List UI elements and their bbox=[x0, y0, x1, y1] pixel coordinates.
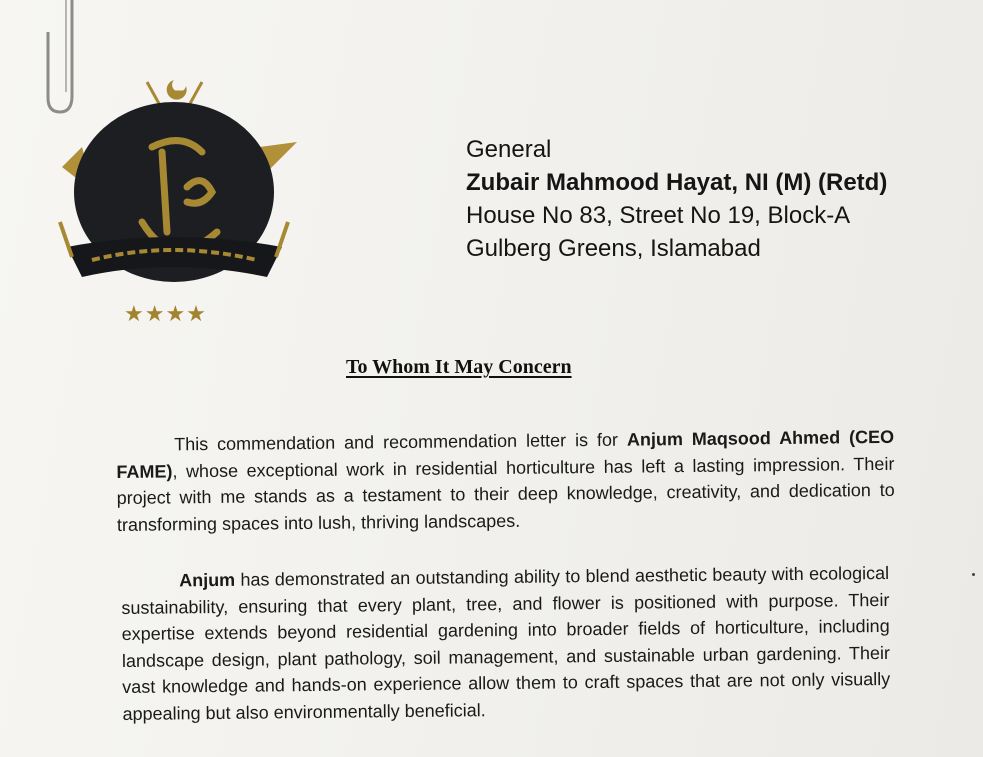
p2-recipient-name: Anjum bbox=[179, 569, 236, 591]
sender-address-block bbox=[466, 133, 887, 265]
letter-subject: To Whom It May Concern bbox=[346, 356, 572, 378]
p1-text-before: This commendation and recommendation letter is for bbox=[174, 429, 628, 455]
sender-name: Zubair Mahmood Hayat, NI (M) (Retd) bbox=[466, 169, 888, 196]
p1-recipient-title: (CEO FAME) bbox=[116, 426, 895, 482]
p2-text: has demonstrated an outstanding ability to blend aesthetic beauty with ecological sustainability, ensuring that every plant, tree, and flower is positioned with purpose. Their expertise extends beyond residential gardening into broader fields of horticulture, including landscape design, plant pathology, soil management, and sustainable urban gardening. Their vast knowledge and hands-on experience allow them to craft spaces that are not only visually appealing but also environmentally beneficial. bbox=[121, 562, 891, 724]
sender-rank: General bbox=[466, 136, 552, 163]
ink-speck bbox=[972, 573, 975, 576]
paragraph-2 bbox=[121, 560, 891, 727]
army-crest-logo bbox=[52, 72, 302, 307]
paragraph-1 bbox=[116, 424, 895, 538]
four-star-rank-icon: ★★★★ bbox=[124, 302, 207, 327]
p1-recipient-name: Anjum Maqsood Ahmed bbox=[626, 427, 841, 450]
p1-text-after: , whose exceptional work in residential horticulture has left a lasting impression. Their project with me stands as a testament to their deep knowledge, creativity, and dedication to transforming spaces into lush, thriving landscapes. bbox=[116, 453, 895, 535]
address-line-2: Gulberg Greens, Islamabad bbox=[466, 235, 761, 262]
address-line-1: House No 83, Street No 19, Block-A bbox=[466, 202, 851, 229]
